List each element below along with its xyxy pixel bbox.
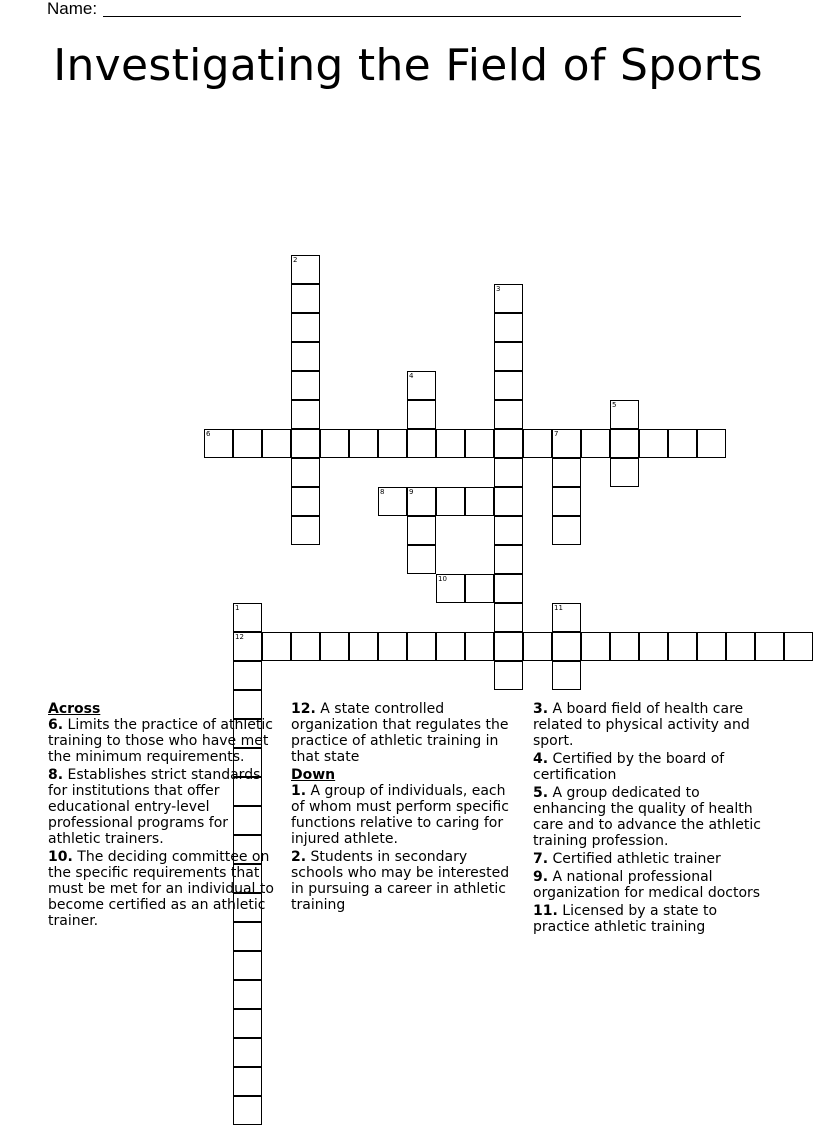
cell-number: 9	[409, 488, 414, 496]
crossword-cell[interactable]	[494, 603, 523, 632]
crossword-cell[interactable]	[233, 1067, 262, 1096]
crossword-cell[interactable]	[378, 487, 407, 516]
clue-number: 11.	[533, 903, 558, 919]
crossword-cell[interactable]	[494, 313, 523, 342]
clue-text: Establishes strict standards for institutions that offer educational entry-level professional programs for athletic trainers.	[48, 767, 261, 847]
crossword-cell[interactable]	[465, 487, 494, 516]
clue-text: A group of individuals, each of whom must perform specific functions relative to caring for injured athlete.	[291, 783, 509, 847]
crossword-cell[interactable]	[610, 632, 639, 661]
crossword-cell[interactable]	[465, 574, 494, 603]
crossword-cell[interactable]	[581, 429, 610, 458]
clue-down-3	[533, 701, 769, 749]
crossword-cell[interactable]	[494, 487, 523, 516]
cell-number: 12	[235, 633, 244, 641]
crossword-cell[interactable]	[552, 429, 581, 458]
crossword-cell[interactable]	[697, 632, 726, 661]
crossword-cell[interactable]	[581, 632, 610, 661]
crossword-cell[interactable]	[436, 429, 465, 458]
clue-text: Certified by the board of certification	[533, 751, 725, 783]
across-heading: Across	[48, 701, 101, 717]
clue-number: 7.	[533, 851, 549, 867]
crossword-cell[interactable]	[407, 371, 436, 400]
clue-text: A group dedicated to enhancing the quality of health care and to advance the athletic training profession.	[533, 785, 761, 849]
crossword-cell[interactable]	[262, 632, 291, 661]
cell-number: 3	[496, 285, 501, 293]
crossword-cell[interactable]	[465, 429, 494, 458]
cell-number: 10	[438, 575, 447, 583]
clue-number: 12.	[291, 701, 316, 717]
crossword-cell[interactable]	[465, 632, 494, 661]
crossword-cell[interactable]	[233, 429, 262, 458]
name-label: Name:	[47, 0, 98, 18]
crossword-cell[interactable]	[291, 284, 320, 313]
cell-number: 4	[409, 372, 414, 380]
crossword-cell[interactable]	[407, 632, 436, 661]
clue-number: 2.	[291, 849, 307, 865]
crossword-cell[interactable]	[436, 632, 465, 661]
clue-across-10	[48, 849, 278, 929]
clue-down-11	[533, 903, 769, 935]
crossword-cell[interactable]	[494, 429, 523, 458]
crossword-cell[interactable]	[407, 400, 436, 429]
cell-number: 7	[554, 430, 559, 438]
crossword-cell[interactable]	[233, 661, 262, 690]
crossword-cell[interactable]	[494, 458, 523, 487]
crossword-cell[interactable]	[378, 429, 407, 458]
clue-down-9	[533, 869, 769, 901]
crossword-cell[interactable]	[494, 516, 523, 545]
clue-text: Limits the practice of athletic training to those who have met the minimum requirements.	[48, 717, 273, 765]
clue-number: 9.	[533, 869, 549, 885]
crossword-cell[interactable]	[494, 284, 523, 313]
crossword-cell[interactable]	[349, 632, 378, 661]
crossword-cell[interactable]	[291, 400, 320, 429]
clue-down-5	[533, 785, 769, 849]
clues-column-2	[291, 701, 521, 915]
crossword-cell[interactable]	[407, 429, 436, 458]
crossword-cell[interactable]	[755, 632, 784, 661]
crossword-cell[interactable]	[523, 632, 552, 661]
clue-down-1	[291, 783, 521, 847]
cell-number: 2	[293, 256, 298, 264]
clue-text: A board field of health care related to physical activity and sport.	[533, 701, 750, 749]
crossword-cell[interactable]	[552, 487, 581, 516]
crossword-cell[interactable]	[494, 574, 523, 603]
clues-column-1	[48, 701, 278, 931]
clue-text: The deciding committee on the specific requirements that must be met for an individual to become certified as an athletic trainer.	[48, 849, 274, 929]
crossword-cell[interactable]	[552, 632, 581, 661]
crossword-cell[interactable]	[552, 516, 581, 545]
crossword-cell[interactable]	[320, 429, 349, 458]
crossword-cell[interactable]	[291, 255, 320, 284]
crossword-cell[interactable]	[262, 429, 291, 458]
crossword-cell[interactable]	[784, 632, 813, 661]
crossword-cell[interactable]	[436, 574, 465, 603]
crossword-cell[interactable]	[291, 516, 320, 545]
crossword-cell[interactable]	[291, 313, 320, 342]
crossword-cell[interactable]	[233, 951, 262, 980]
crossword-cell[interactable]	[407, 487, 436, 516]
clue-down-2	[291, 849, 521, 913]
crossword-cell[interactable]	[726, 632, 755, 661]
crossword-cell[interactable]	[291, 487, 320, 516]
clue-down-4	[533, 751, 769, 783]
crossword-cell[interactable]	[610, 400, 639, 429]
clue-text: Students in secondary schools who may be interested in pursuing a career in athletic training	[291, 849, 510, 913]
crossword-cell[interactable]	[639, 632, 668, 661]
crossword-cell[interactable]	[291, 632, 320, 661]
clue-text: A national professional organization for medical doctors	[533, 869, 761, 901]
crossword-cell[interactable]	[233, 1096, 262, 1125]
clue-number: 10.	[48, 849, 73, 865]
crossword-cell[interactable]	[494, 342, 523, 371]
cell-number: 11	[554, 604, 563, 612]
clues-column-3	[533, 701, 769, 937]
crossword-cell[interactable]	[291, 429, 320, 458]
cell-number: 6	[206, 430, 211, 438]
crossword-cell[interactable]	[494, 661, 523, 690]
crossword-cell[interactable]	[320, 632, 349, 661]
cell-number: 8	[380, 488, 385, 496]
clue-text: A state controlled organization that regulates the practice of athletic training in that state	[291, 701, 509, 765]
clue-number: 8.	[48, 767, 64, 783]
crossword-cell[interactable]	[494, 632, 523, 661]
crossword-cell[interactable]	[436, 487, 465, 516]
crossword-cell[interactable]	[291, 342, 320, 371]
crossword-cell[interactable]	[233, 632, 262, 661]
crossword-cell[interactable]	[523, 429, 552, 458]
crossword-cell[interactable]	[233, 1009, 262, 1038]
clue-text: Certified athletic trainer	[552, 851, 721, 867]
crossword-cell[interactable]	[552, 661, 581, 690]
crossword-cell[interactable]	[494, 400, 523, 429]
cell-number: 5	[612, 401, 617, 409]
crossword-cell[interactable]	[349, 429, 378, 458]
clue-number: 5.	[533, 785, 549, 801]
crossword-cell[interactable]	[552, 458, 581, 487]
crossword-cell[interactable]	[668, 632, 697, 661]
clue-across-6	[48, 717, 278, 765]
cell-number: 1	[235, 604, 240, 612]
clue-across-12	[291, 701, 521, 765]
page-title: Investigating the Field of Sports	[53, 40, 763, 91]
crossword-cell[interactable]	[610, 458, 639, 487]
crossword-cell[interactable]	[204, 429, 233, 458]
clue-number: 6.	[48, 717, 64, 733]
clue-text: Licensed by a state to practice athletic training	[533, 903, 718, 935]
clue-down-7	[533, 851, 769, 867]
crossword-cell[interactable]	[697, 429, 726, 458]
crossword-cell[interactable]	[291, 458, 320, 487]
crossword-cell[interactable]	[610, 429, 639, 458]
crossword-cell[interactable]	[407, 545, 436, 574]
crossword-cell[interactable]	[494, 545, 523, 574]
crossword-cell[interactable]	[233, 603, 262, 632]
crossword-cell[interactable]	[552, 603, 581, 632]
crossword-cell[interactable]	[639, 429, 668, 458]
down-heading: Down	[291, 767, 336, 783]
crossword-cell[interactable]	[494, 371, 523, 400]
crossword-cell[interactable]	[668, 429, 697, 458]
crossword-cell[interactable]	[233, 1038, 262, 1067]
clue-number: 1.	[291, 783, 307, 799]
crossword-cell[interactable]	[291, 371, 320, 400]
clue-across-8	[48, 767, 278, 847]
clue-number: 3.	[533, 701, 549, 717]
crossword-cell[interactable]	[233, 980, 262, 1009]
crossword-cell[interactable]	[407, 516, 436, 545]
clue-number: 4.	[533, 751, 549, 767]
crossword-cell[interactable]	[378, 632, 407, 661]
